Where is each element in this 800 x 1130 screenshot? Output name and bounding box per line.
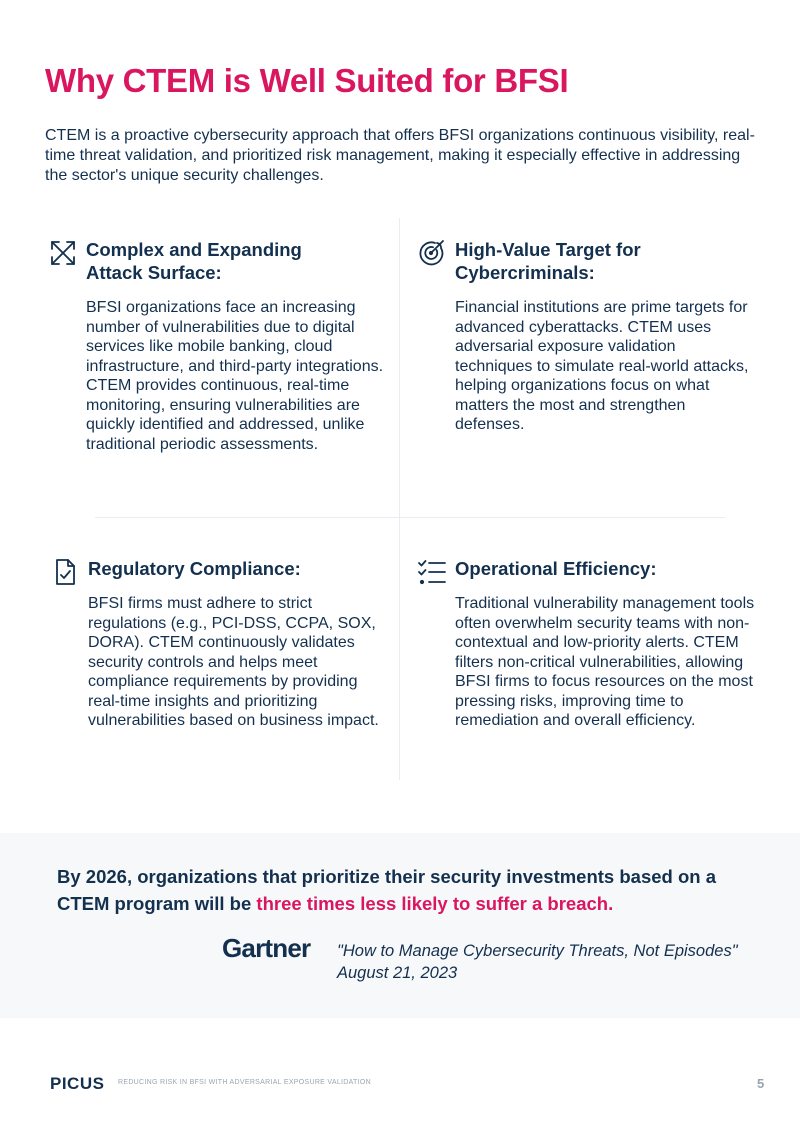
- expand-arrows-icon: [48, 238, 78, 268]
- feature-attack-surface: [86, 238, 386, 454]
- citation: "How to Manage Cybersecurity Threats, Not Episodes" August 21, 2023: [337, 942, 738, 982]
- target-icon: [417, 238, 447, 268]
- horizontal-divider: [95, 517, 725, 518]
- picus-logo: PICUS: [50, 1074, 105, 1093]
- feature-heading: High-Value Target for Cybercriminals:: [455, 239, 641, 283]
- feature-heading: Regulatory Compliance:: [88, 558, 301, 579]
- document-check-icon: [50, 557, 80, 587]
- page-title: Why CTEM is Well Suited for BFSI: [45, 62, 569, 99]
- feature-high-value-target: [455, 238, 755, 435]
- checklist-icon: [417, 557, 447, 587]
- intro-paragraph: CTEM is a proactive cybersecurity approach that offers BFSI organizations continuous visibility, real-time threat validation, and prioritized risk management, making it especially effective in addressing the sector's unique security challenges.: [45, 127, 755, 184]
- vertical-divider: [399, 218, 400, 780]
- feature-body: Financial institutions are prime targets for advanced cyberattacks. CTEM uses adversarial exposure validation techniques to simulate real-world attacks, helping organizations focus on what matters the most and strengthen defenses.: [455, 299, 749, 433]
- quote-panel: [0, 833, 800, 1018]
- feature-body: BFSI firms must adhere to strict regulations (e.g., PCI-DSS, CCPA, SOX, DORA). CTEM continuously validates security controls and helps meet compliance requirements by providing real-time insights and prioritizing vulnerabilities based on business impact.: [88, 595, 379, 729]
- quote-highlight: three times less likely to suffer a breach.: [256, 893, 614, 914]
- footer-text: REDUCING RISK IN BFSI WITH ADVERSARIAL EXPOSURE VALIDATION: [118, 1079, 371, 1086]
- gartner-logo: Gartner: [222, 933, 311, 963]
- feature-body: Traditional vulnerability management tools often overwhelm security teams with non-contextual and low-priority alerts. CTEM filters non-critical vulnerabilities, allowing BFSI firms to focus resources on the most pressing risks, improving time to remediation and overall efficiency.: [455, 595, 755, 729]
- feature-operational-efficiency: [455, 557, 755, 731]
- feature-heading: Operational Efficiency:: [455, 558, 657, 579]
- feature-regulatory-compliance: [88, 557, 388, 731]
- page-number: 5: [757, 1076, 765, 1091]
- feature-heading: Complex and Expanding Attack Surface:: [86, 239, 302, 283]
- quote-text: By 2026, organizations that prioritize their security investments based on a CTEM program will be three times less likely to suffer a breach.: [57, 866, 716, 914]
- feature-body: BFSI organizations face an increasing number of vulnerabilities due to digital services like mobile banking, cloud infrastructure, and third-party integrations. CTEM provides continuous, real-time monitoring, ensuring vulnerabilities are quickly identified and addressed, unlike traditional periodic assessments.: [86, 299, 384, 453]
